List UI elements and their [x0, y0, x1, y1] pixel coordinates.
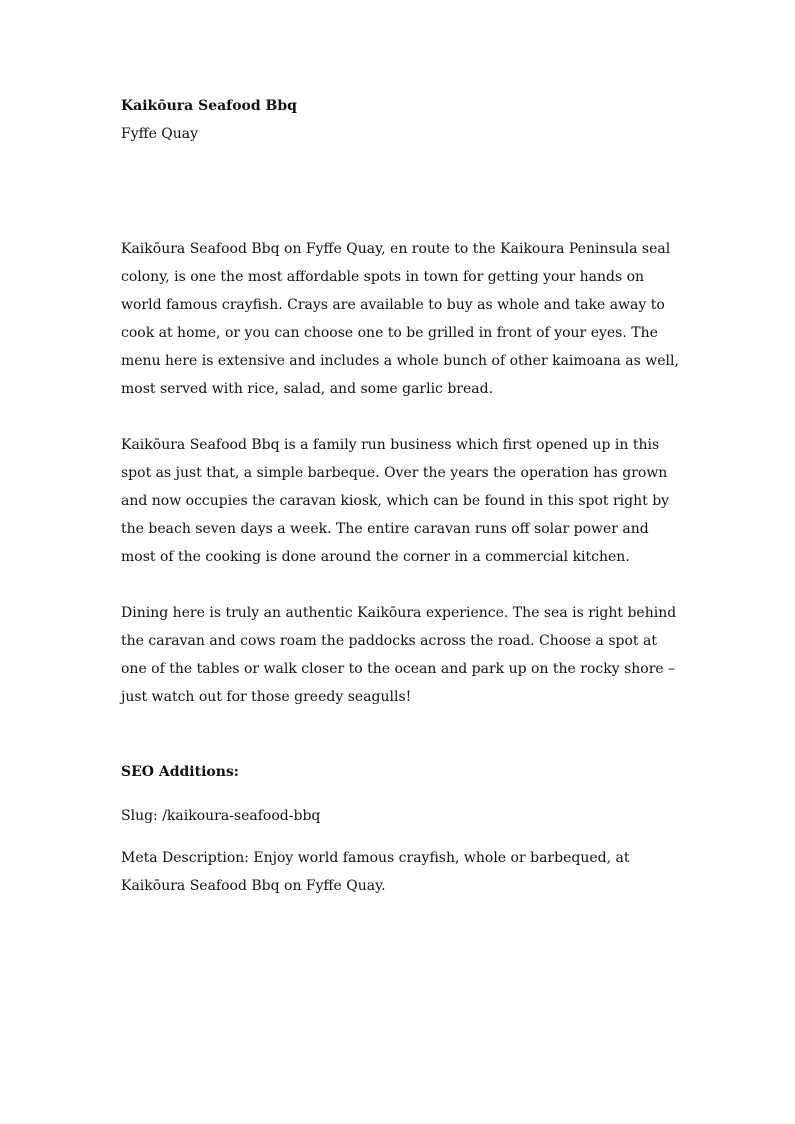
seo-slug: Slug: /kaikoura-seafood-bbq: [121, 808, 321, 824]
seo-heading: SEO Additions:: [121, 764, 239, 780]
paragraph-intro: Kaikōura Seafood Bbq on Fyffe Quay, en route to the Kaikoura Peninsula seal colony, is one the most affordable spots in town for getting your hands on world famous crayfish. Crays are available to buy as whole and take away to cook at home, or you can choose one to be grilled in front of your eyes. The menu here is extensive and includes a whole bunch of other kaimoana as well, most served with rice, salad, and some garlic bread.: [121, 241, 679, 397]
document-subtitle: Fyffe Quay: [121, 126, 199, 142]
document-page: [121, 95, 681, 900]
paragraph-history: Kaikōura Seafood Bbq is a family run business which first opened up in this spot as just that, a simple barbeque. Over the years the operation has grown and now occupies the caravan kiosk, which can be found in this spot right by the beach seven days a week. The entire caravan runs off solar power and most of the cooking is done around the corner in a commercial kitchen.: [121, 437, 670, 565]
seo-meta-description: Meta Description: Enjoy world famous crayfish, whole or barbequed, at Kaikōura Seafood Bbq on Fyffe Quay.: [121, 850, 630, 894]
paragraph-dining: Dining here is truly an authentic Kaikōura experience. The sea is right behind the caravan and cows roam the paddocks across the road. Choose a spot at one of the tables or walk closer to the ocean and park up on the rocky shore – just watch out for those greedy seagulls!: [121, 605, 677, 705]
document-title: Kaikōura Seafood Bbq: [121, 98, 297, 114]
